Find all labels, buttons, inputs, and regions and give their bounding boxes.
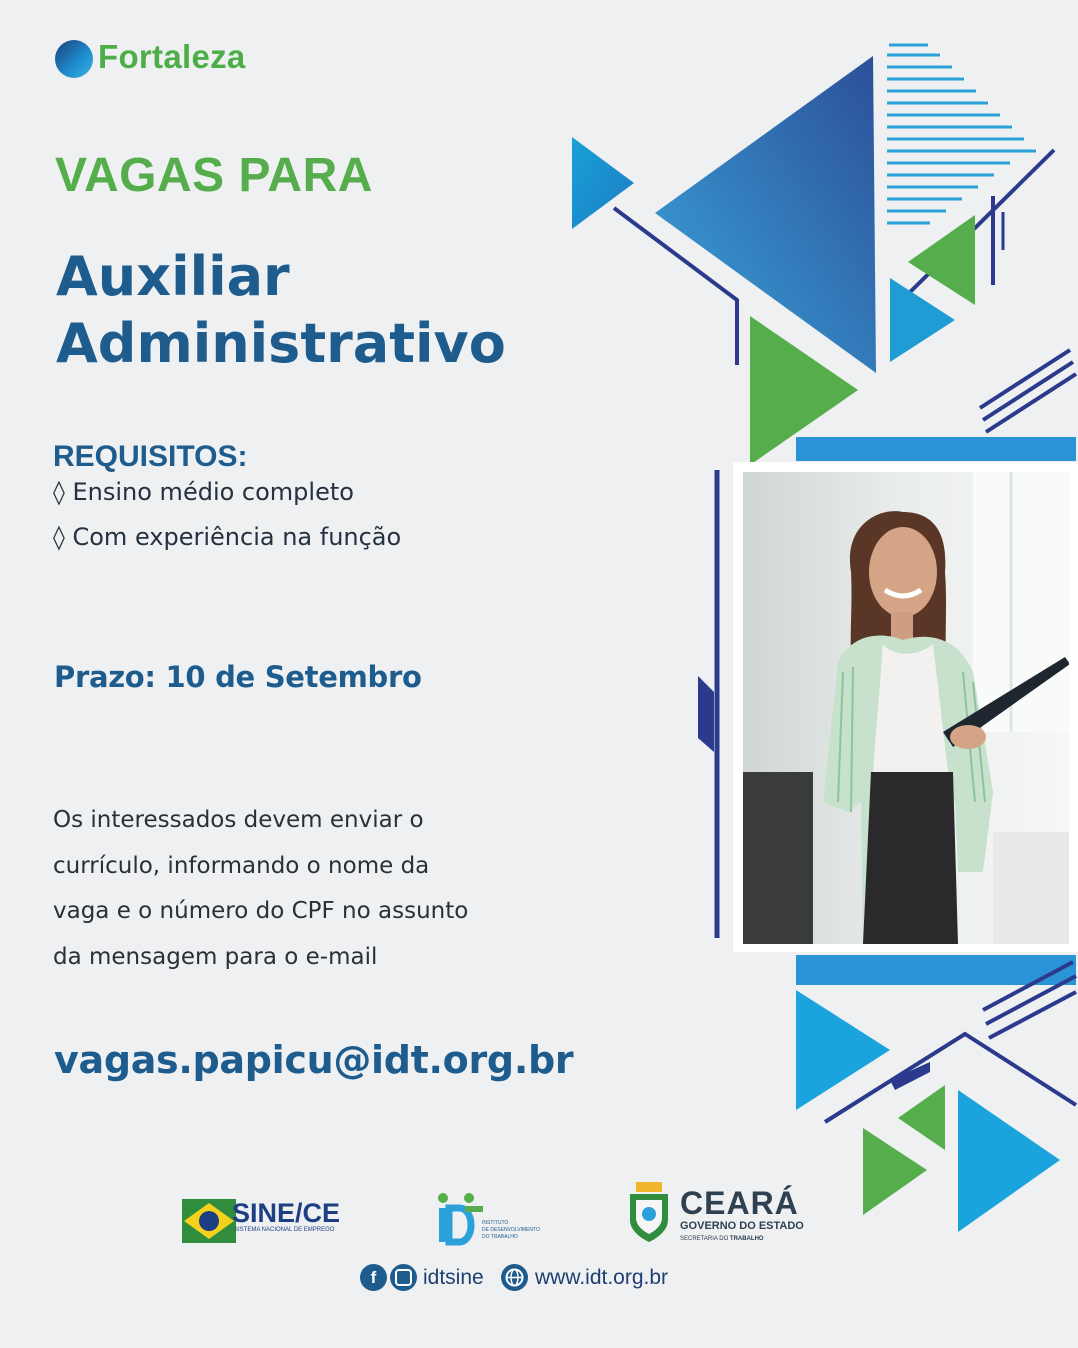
globe-icon bbox=[501, 1264, 528, 1291]
triangle-shape bbox=[898, 1085, 945, 1150]
idt-logo-icon bbox=[435, 1192, 485, 1246]
vagas-para-heading: VAGAS PARA bbox=[55, 149, 373, 202]
city-name: Fortaleza bbox=[98, 38, 246, 75]
requirement-item: ◊ Com experiência na função bbox=[53, 523, 402, 551]
brazil-flag-icon bbox=[182, 1199, 236, 1243]
triangle-shape bbox=[958, 1090, 1060, 1232]
city-marker-icon bbox=[55, 40, 93, 78]
instagram-icon[interactable] bbox=[390, 1264, 417, 1291]
triangle-shape bbox=[655, 56, 876, 373]
instructions-line: Os interessados devem enviar o bbox=[53, 807, 424, 833]
facebook-icon[interactable]: f bbox=[360, 1264, 387, 1291]
navy-line bbox=[902, 150, 1054, 300]
ceara-logo-name: CEARÁ bbox=[680, 1185, 799, 1221]
deadline: Prazo: 10 de Setembro bbox=[54, 660, 422, 694]
blue-bar bbox=[796, 437, 1076, 461]
job-title-line: Administrativo bbox=[56, 312, 506, 375]
idt-logo-subtitle-line: DE DESENVOLVIMENTO bbox=[482, 1227, 540, 1233]
diagonal-stripes bbox=[887, 45, 1036, 223]
website-link[interactable]: www.idt.org.br bbox=[535, 1266, 669, 1289]
triangle-shape bbox=[890, 278, 955, 362]
instructions-line: da mensagem para o e-mail bbox=[53, 943, 378, 970]
sine-logo-subtitle: SISTEMA NACIONAL DE EMPREGO bbox=[234, 1227, 335, 1233]
social-handle[interactable]: idtsine bbox=[423, 1266, 484, 1289]
idt-logo-subtitle-line: DO TRABALHO bbox=[482, 1234, 518, 1240]
job-title bbox=[56, 243, 506, 377]
diagonal-stripes bbox=[980, 350, 1076, 432]
ceara-logo-secretaria bbox=[680, 1236, 764, 1242]
ceara-secretaria-prefix: SECRETARIA DO bbox=[680, 1236, 730, 1242]
instructions-line: currículo, informando o nome da bbox=[53, 852, 430, 879]
partner-logos bbox=[180, 1180, 830, 1250]
triangle-shape bbox=[908, 215, 975, 305]
job-title-line: Auxiliar bbox=[56, 245, 290, 308]
triangle-shape bbox=[863, 1128, 927, 1215]
ceara-secretaria-bold: TRABALHO bbox=[729, 1236, 764, 1242]
contact-email[interactable]: vagas.papicu@idt.org.br bbox=[54, 1038, 574, 1082]
ceara-logo-subtitle: GOVERNO DO ESTADO bbox=[680, 1220, 804, 1232]
idt-logo-subtitle bbox=[482, 1220, 540, 1241]
idt-logo-subtitle-line: INSTITUTO bbox=[482, 1220, 509, 1226]
requirements-title: REQUISITOS: bbox=[53, 440, 248, 473]
requirement-item: ◊ Ensino médio completo bbox=[53, 478, 354, 506]
navy-notch bbox=[698, 676, 714, 752]
woman-with-clipboard-photo bbox=[743, 472, 1069, 944]
ceara-coat-of-arms-icon bbox=[626, 1182, 672, 1244]
sine-logo-name: SINE/CE bbox=[232, 1198, 341, 1228]
instructions-text bbox=[53, 798, 573, 980]
instructions-line: vaga e o número do CPF no assunto bbox=[53, 898, 469, 924]
blue-bar bbox=[796, 955, 1076, 985]
